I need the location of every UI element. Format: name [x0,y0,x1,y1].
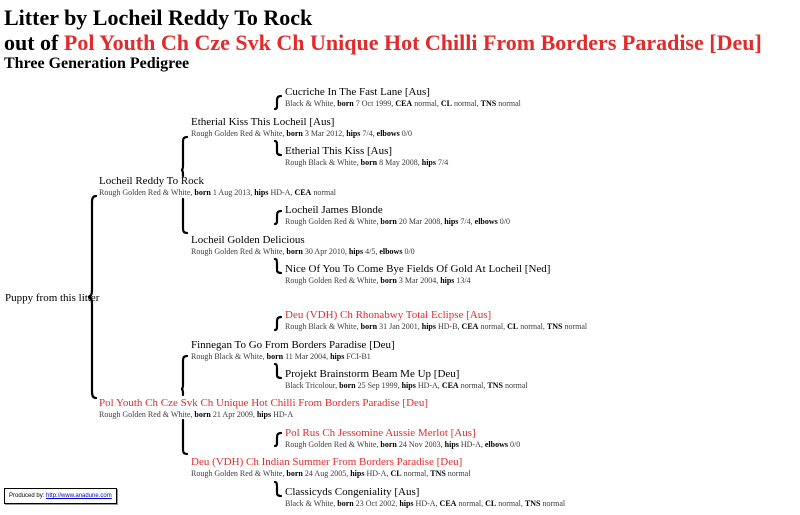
sire-dam-entry [191,234,415,257]
brace-dsd [275,364,281,378]
brace-dss [275,317,281,330]
dam-dam-info: Rough Golden Red & White, born 24 Aug 2005, hips HD-A, CL normal, TNS normal [191,469,471,478]
sss-info: Black & White, born 7 Oct 1999, CEA normal, CL normal, TNS normal [285,99,521,108]
sire-info: Rough Golden Red & White, born 1 Aug 2013, hips HD-A, CEA normal [99,188,336,197]
sire-sire-name[interactable]: Etherial Kiss This Locheil [Aus] [191,116,335,128]
dam-dam-name[interactable]: Deu (VDH) Ch Indian Summer From Borders Paradise [Deu] [191,456,463,468]
title-litter-line: Litter by Locheil Reddy To Rock [4,5,313,30]
dsd-entry [285,368,528,391]
dam-sire-name[interactable]: Finnegan To Go From Borders Paradise [Deu] [191,339,395,351]
produced-by-label: Produced by: [9,493,47,499]
dss-info: Rough Black & White, born 31 Jan 2001, hips HD-B, CEA normal, CL normal, TNS normal [285,322,588,331]
sss-entry [285,86,521,109]
puppy-label: Puppy from this litter [5,292,100,304]
page-subtitle: Three Generation Pedigree [4,55,190,72]
ddd-info: Black & White, born 23 Oct 2002, hips HD-A, CEA normal, CL normal, TNS normal [285,499,566,508]
sss-name[interactable]: Cucriche In The Fast Lane [Aus] [285,86,430,98]
sire-name[interactable]: Locheil Reddy To Rock [99,175,205,187]
sire-dam-name[interactable]: Locheil Golden Delicious [191,234,305,246]
sire-sire-entry [191,116,412,139]
ssd-info: Rough Black & White, born 8 May 2008, hips 7/4 [285,158,449,167]
out-of-prefix: out of [4,30,64,55]
ssd-entry [285,145,448,168]
dsd-name[interactable]: Projekt Brainstorm Beam Me Up [Deu] [285,368,460,380]
ddd-name[interactable]: Classicyds Congeniality [Aus] [285,486,420,498]
brace-ssd [275,141,281,155]
sire-entry [99,175,336,198]
dam-sire-entry [191,339,395,362]
sire-sire-info: Rough Golden Red & White, born 3 Mar 2012, hips 7/4, elbows 0/0 [191,129,413,138]
brace-dam-sire [181,356,187,395]
ddd-entry [285,486,565,509]
brace-sire-dam [183,199,187,233]
dam-entry [99,397,428,420]
anadune-link[interactable]: http://www.anadune.com [46,493,112,499]
dam-dam-entry [191,456,470,479]
dss-name[interactable]: Deu (VDH) Ch Rhonabwy Total Eclipse [Aus] [285,309,492,321]
dds-name[interactable]: Pol Rus Ch Jessomine Aussie Merlot [Aus] [285,427,476,439]
dam-name[interactable]: Pol Youth Ch Cze Svk Ch Unique Hot Chilli From Borders Paradise [Deu] [99,397,429,409]
brace-sss [275,96,281,109]
sds-info: Rough Golden Red & White, born 20 Mar 2008, hips 7/4, elbows 0/0 [285,217,511,226]
sdd-info: Rough Golden Red & White, born 3 Mar 2004, hips 13/4 [285,276,471,285]
dam-sire-info: Rough Black & White, born 11 Mar 2004, hips FCI-B1 [191,352,371,361]
brace-dam [183,420,187,454]
brace-sds [275,211,281,224]
sire-dam-info: Rough Golden Red & White, born 30 Apr 2010, hips 4/5, elbows 0/0 [191,247,415,256]
sds-name[interactable]: Locheil James Blonde [285,204,383,216]
dsd-info: Black Tricolour, born 25 Sep 1999, hips HD-A, CEA normal, TNS normal [285,381,528,390]
brace-sdd [275,259,281,273]
brace-ddd [275,482,281,496]
brace-sire [181,137,187,176]
puppy-entry [5,292,99,305]
ssd-name[interactable]: Etherial This Kiss [Aus] [285,145,393,157]
dss-entry [285,309,587,332]
produced-by-box [4,488,117,504]
dds-entry [285,427,520,450]
brace-dds [275,433,281,446]
sds-entry [285,204,510,227]
sdd-name[interactable]: Nice Of You To Come Bye Fields Of Gold At Locheil [Ned] [285,263,551,275]
dam-title-link[interactable]: Pol Youth Ch Cze Svk Ch Unique Hot Chilli From Borders Paradise [Deu] [63,30,762,55]
dds-info: Rough Golden Red & White, born 24 Nov 2003, hips HD-A, elbows 0/0 [285,440,521,449]
dam-info: Rough Golden Red & White, born 21 Apr 2009, hips HD-A [99,410,294,419]
sdd-entry [285,263,550,286]
